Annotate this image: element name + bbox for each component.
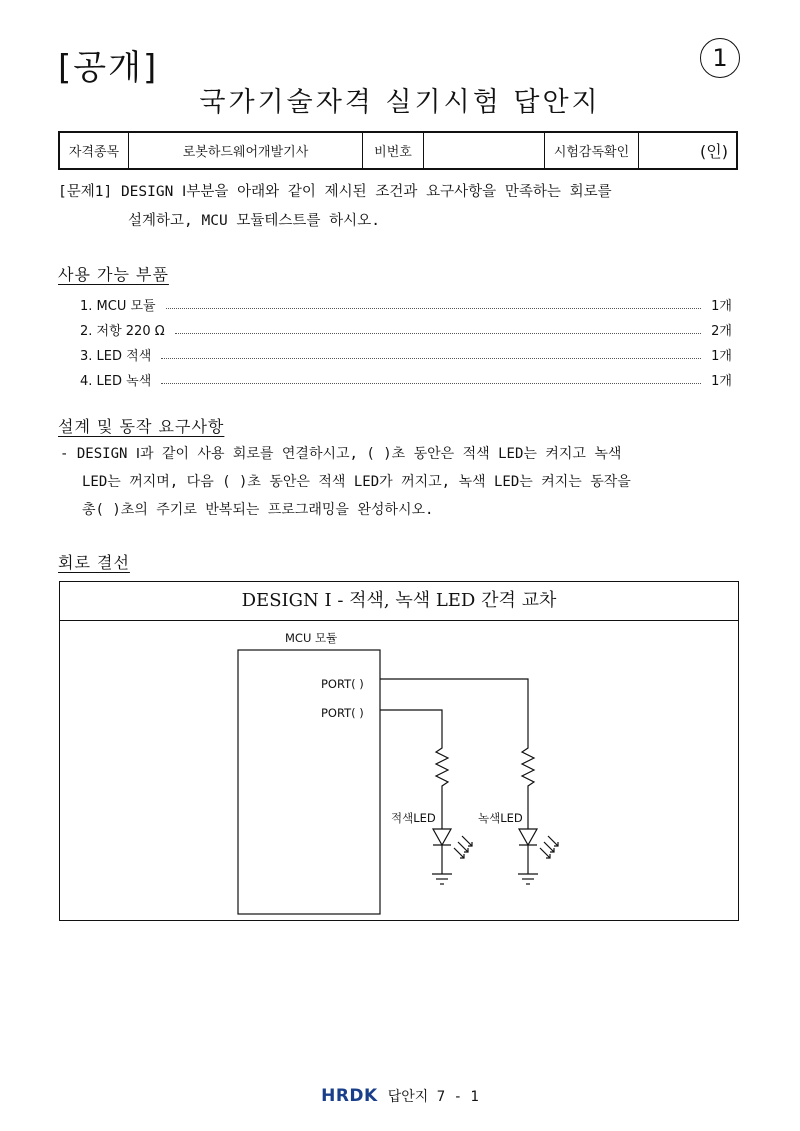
part-qty: 1개 bbox=[711, 299, 732, 314]
problem-line-1 bbox=[58, 178, 748, 207]
list-item bbox=[80, 289, 732, 314]
part-qty: 1개 bbox=[711, 349, 732, 364]
req-line-1: - DESIGN Ⅰ과 같이 사용 회로를 연결하시고, ( )초 동안은 적색 LED는 켜지고 녹색 bbox=[60, 446, 622, 462]
red-resistor bbox=[436, 742, 448, 822]
proctor-label: 시험감독확인 bbox=[545, 132, 639, 169]
leader-dots bbox=[175, 333, 701, 334]
schematic bbox=[60, 582, 738, 920]
part-name: 4. LED 녹색 bbox=[80, 374, 152, 389]
circuit-diagram bbox=[59, 581, 739, 921]
parts-heading: 사용 가능 부품 bbox=[58, 265, 169, 284]
green-led-symbol bbox=[519, 822, 558, 874]
wire-port2 bbox=[380, 710, 442, 742]
req-line-3: 총( )초의 주기로 반복되는 프로그래밍을 완성하시오. bbox=[82, 502, 434, 518]
seal-field[interactable]: (인) bbox=[639, 132, 738, 169]
footer-page-text: 답안지 7 - 1 bbox=[387, 1089, 479, 1105]
circuit-title: DESIGN Ⅰ - 적색, 녹색 LED 간격 교차 bbox=[60, 582, 738, 621]
list-item bbox=[80, 339, 732, 364]
id-value-field[interactable] bbox=[424, 132, 545, 169]
leader-dots bbox=[161, 383, 701, 384]
mcu-label: MCU 모듈 bbox=[285, 631, 338, 645]
public-tag: [공개] bbox=[58, 48, 159, 88]
green-ground-symbol bbox=[518, 874, 538, 884]
problem-text-1: DESIGN Ⅰ부분을 아래와 같이 제시된 조건과 요구사항을 만족하는 회로를 bbox=[120, 184, 612, 200]
problem-text-2: 설계하고, MCU 모듈테스트를 하시오. bbox=[128, 213, 380, 229]
req-line-2: LED는 꺼지며, 다음 ( )초 동안은 적색 LED가 꺼지고, 녹색 LED는 켜지는 동작을 bbox=[82, 474, 631, 490]
problem-statement bbox=[58, 178, 748, 236]
red-ground-symbol bbox=[432, 874, 452, 884]
part-name: 1. MCU 모듈 bbox=[80, 299, 156, 314]
id-label: 비번호 bbox=[363, 132, 424, 169]
page-number: 1 bbox=[700, 38, 740, 78]
requirements-heading: 설계 및 동작 요구사항 bbox=[58, 417, 225, 436]
parts-list bbox=[80, 289, 732, 389]
hrdk-logo: HRDK bbox=[321, 1086, 378, 1106]
leader-dots bbox=[166, 308, 702, 309]
green-resistor bbox=[522, 742, 534, 822]
leader-dots bbox=[161, 358, 701, 359]
requirements-text bbox=[60, 440, 750, 524]
port1-label: PORT( ) bbox=[321, 677, 364, 691]
red-led-label: 적색LED bbox=[391, 811, 436, 825]
list-item bbox=[80, 364, 732, 389]
red-led-symbol bbox=[433, 822, 472, 874]
green-led-label: 녹색LED bbox=[478, 811, 523, 825]
info-table bbox=[58, 131, 738, 170]
qual-value: 로봇하드웨어개발기사 bbox=[129, 132, 363, 169]
problem-prefix: [문제1] bbox=[58, 184, 113, 200]
page-title: 국가기술자격 실기시험 답안지 bbox=[199, 87, 601, 118]
part-qty: 2개 bbox=[711, 324, 732, 339]
list-item bbox=[80, 314, 732, 339]
circuit-heading: 회로 결선 bbox=[58, 553, 130, 572]
port2-label: PORT( ) bbox=[321, 706, 364, 720]
part-name: 3. LED 적색 bbox=[80, 349, 152, 364]
footer bbox=[0, 1086, 800, 1106]
qual-label: 자격종목 bbox=[59, 132, 129, 169]
part-qty: 1개 bbox=[711, 374, 732, 389]
part-name: 2. 저항 220 Ω bbox=[80, 324, 165, 339]
